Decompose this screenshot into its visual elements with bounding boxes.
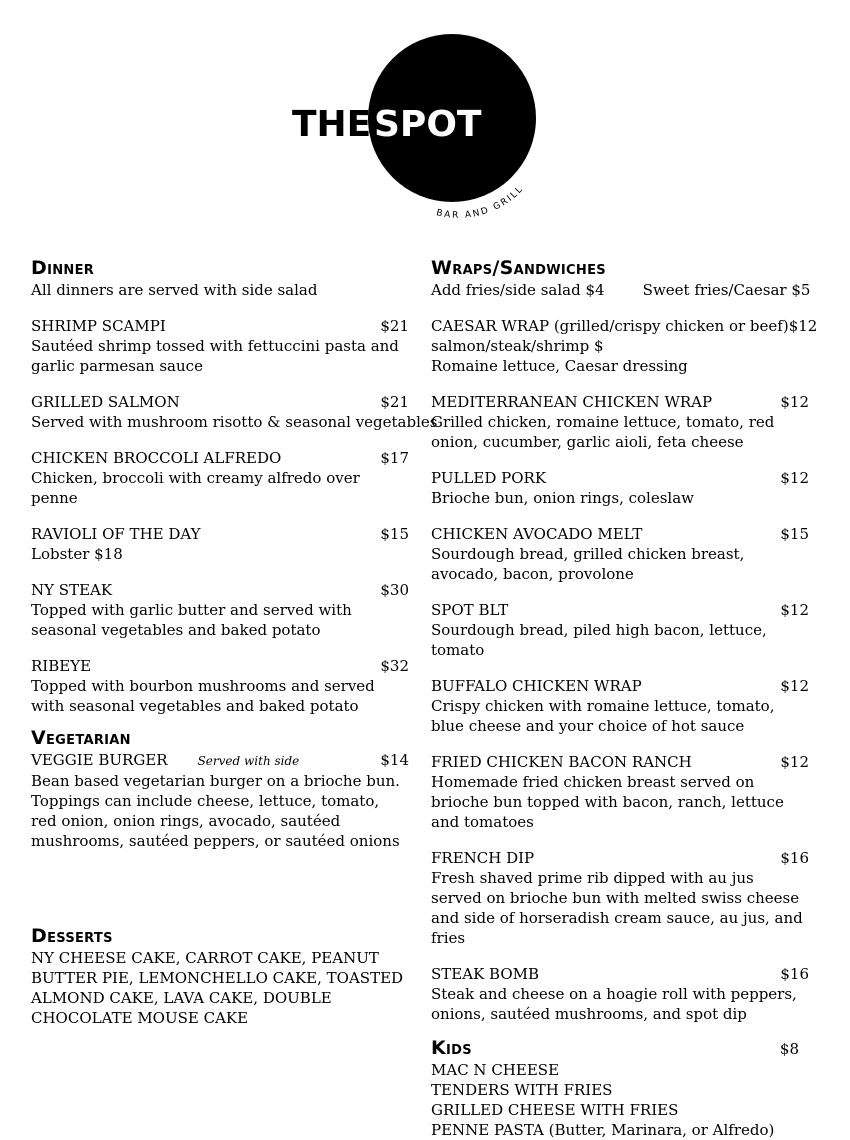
item-name: CAESAR WRAP (grilled/crispy chicken or beef)	[431, 317, 789, 335]
item-description: Sautéed shrimp tossed with fettuccini pasta and garlic parmesan sauce	[31, 337, 399, 375]
restaurant-logo	[286, 30, 556, 220]
item-price: $30	[380, 581, 409, 599]
menu-item	[31, 392, 438, 432]
item-name: RAVIOLI OF THE DAY	[31, 525, 201, 543]
item-price: $12	[780, 393, 809, 411]
vegetarian-section	[31, 726, 409, 851]
item-name: PULLED PORK	[431, 469, 547, 487]
item-note: Served with side	[197, 754, 300, 768]
item-price: $12	[788, 317, 818, 335]
wraps-subtext: Add fries/side salad $4 Sweet fries/Caesar $5	[431, 281, 811, 299]
wraps-section	[431, 256, 818, 1024]
menu-item	[431, 676, 809, 736]
menu-item	[431, 848, 809, 948]
item-description: Fresh shaved prime rib dipped with au jus served on brioche bun with melted swiss cheese and side of horseradish cream sauce, au jus, and fries	[431, 869, 803, 947]
menu-item	[31, 580, 409, 640]
dinner-section	[31, 256, 438, 716]
vegetarian-heading: Vegetarian	[31, 727, 131, 749]
item-name: RIBEYE	[31, 657, 92, 675]
item-price: $12	[780, 601, 809, 619]
item-price: $14	[380, 751, 409, 769]
item-name: STEAK BOMB	[431, 965, 540, 983]
list-item: GRILLED CHEESE WITH FRIES	[431, 1101, 679, 1119]
menu-item	[31, 656, 409, 716]
item-name: MEDITERRANEAN CHICKEN WRAP	[431, 393, 713, 411]
item-description: Homemade fried chicken breast served on brioche bun topped with bacon, ranch, lettuce and tomatoes	[431, 773, 784, 831]
menu-item	[31, 448, 409, 508]
item-price: $32	[380, 657, 409, 675]
list-item: TENDERS WITH FRIES	[431, 1081, 613, 1099]
dinner-heading: Dinner	[31, 257, 95, 279]
kids-price: $8	[779, 1040, 799, 1058]
item-description: Served with mushroom risotto & seasonal vegetables	[31, 413, 438, 431]
item-price: $17	[380, 449, 409, 467]
item-description: Sourdough bread, piled high bacon, lettuce, tomato	[431, 621, 767, 659]
item-description: Crispy chicken with romaine lettuce, tomato, blue cheese and your choice of hot sauce	[431, 697, 775, 735]
wraps-heading: Wraps/Sandwiches	[431, 257, 606, 279]
kids-heading: Kids	[431, 1037, 472, 1059]
kids-section	[431, 1036, 809, 1140]
item-price: $21	[380, 317, 409, 335]
desserts-section	[31, 924, 409, 1028]
item-name: VEGGIE BURGER	[31, 751, 168, 769]
item-price: $12	[780, 469, 809, 487]
left-column	[31, 256, 438, 1027]
item-price: $12	[780, 753, 809, 771]
item-description: Steak and cheese on a hoagie roll with peppers, onions, sautéed mushrooms, and spot dip	[431, 985, 797, 1023]
item-name: GRILLED SALMON	[31, 393, 180, 411]
item-price: $15	[780, 525, 809, 543]
menu-item	[31, 750, 409, 851]
item-description: Sourdough bread, grilled chicken breast, avocado, bacon, provolone	[431, 545, 745, 583]
item-description: Topped with bourbon mushrooms and served with seasonal vegetables and baked potato	[31, 677, 375, 715]
list-item: MAC N CHEESE	[431, 1061, 560, 1079]
right-column	[431, 256, 818, 1140]
menu-item	[431, 468, 809, 508]
item-name: NY STEAK	[31, 581, 113, 599]
logo-tagline: BAR AND GRILL	[435, 183, 526, 220]
item-name: CHICKEN BROCCOLI ALFREDO	[31, 449, 282, 467]
menu-item	[31, 316, 409, 376]
list-item: PENNE PASTA (Butter, Marinara, or Alfredo)	[431, 1121, 775, 1139]
item-description: salmon/steak/shrimp $ Romaine lettuce, Caesar dressing	[431, 337, 688, 375]
dinner-subtext: All dinners are served with side salad	[31, 281, 318, 299]
item-price: $21	[380, 393, 409, 411]
item-description: Lobster $18	[31, 545, 123, 563]
item-price: $16	[780, 965, 809, 983]
item-price: $15	[380, 525, 409, 543]
logo-word-spot: SPOT	[374, 104, 482, 145]
menu-item	[431, 964, 809, 1024]
item-name: SHRIMP SCAMPI	[31, 317, 166, 335]
item-description: Brioche bun, onion rings, coleslaw	[431, 489, 694, 507]
logo-word-the: THE	[292, 104, 372, 145]
menu-item	[431, 600, 809, 660]
item-name: BUFFALO CHICKEN WRAP	[431, 677, 642, 695]
menu-item	[431, 524, 809, 584]
menu-item	[31, 524, 409, 564]
item-price: $16	[780, 849, 809, 867]
item-description: Bean based vegetarian burger on a brioche bun. Toppings can include cheese, lettuce, tomato, red onion, onion rings, avocado, sautéed mushrooms, sautéed peppers, or sautéed onions	[31, 772, 400, 850]
menu-item	[431, 752, 809, 832]
item-description: Topped with garlic butter and served with seasonal vegetables and baked potato	[31, 601, 352, 639]
item-price: $12	[780, 677, 809, 695]
item-name: SPOT BLT	[431, 601, 509, 619]
desserts-heading: Desserts	[31, 925, 113, 947]
item-name: CHICKEN AVOCADO MELT	[431, 525, 643, 543]
item-name: FRIED CHICKEN BACON RANCH	[431, 753, 692, 771]
menu-item	[431, 392, 809, 452]
item-description: Chicken, broccoli with creamy alfredo over penne	[31, 469, 360, 507]
item-name: FRENCH DIP	[431, 849, 535, 867]
item-description: Grilled chicken, romaine lettuce, tomato, red onion, cucumber, garlic aioli, feta cheese	[431, 413, 775, 451]
menu-item	[431, 316, 818, 376]
desserts-list: NY CHEESE CAKE, CARROT CAKE, PEANUT BUTTER PIE, LEMONCHELLO CAKE, TOASTED ALMOND CAKE, LAVA CAKE, DOUBLE CHOCOLATE MOUSE CAKE	[31, 949, 404, 1027]
